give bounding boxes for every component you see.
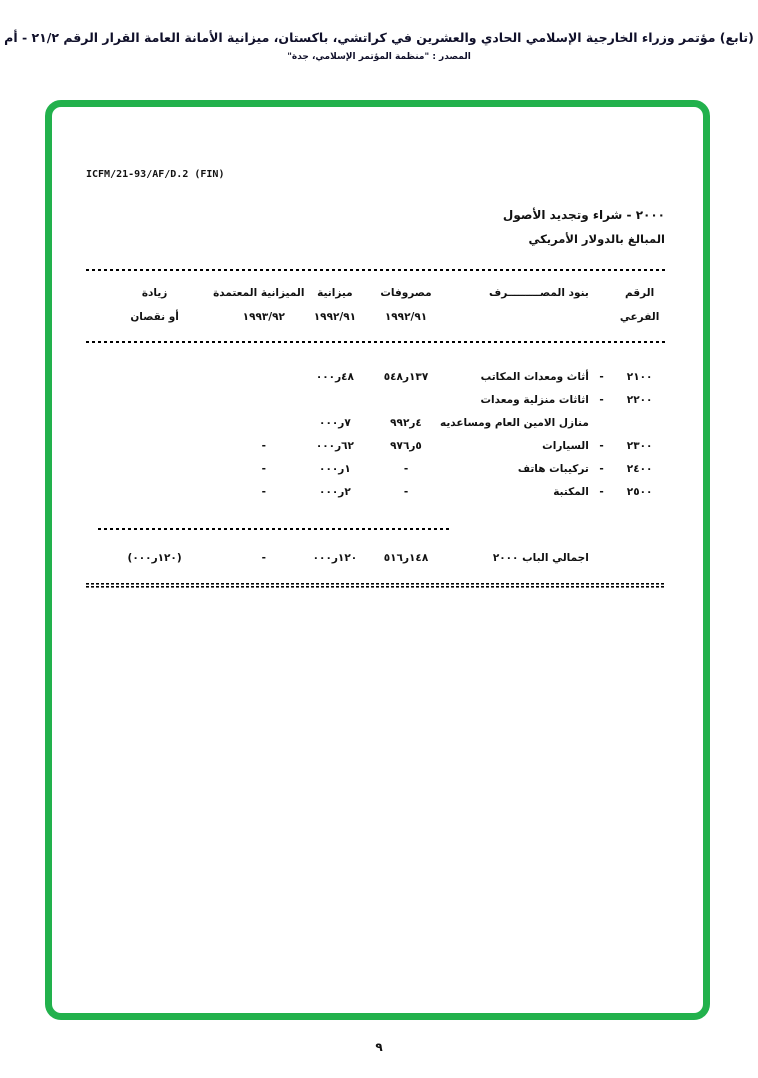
row-number: ٢٢٠٠ — [626, 393, 653, 406]
table-header-row-1 — [86, 281, 665, 305]
row-change — [86, 411, 223, 434]
row-budget: ١ر٠٠٠ — [319, 462, 351, 475]
row-change — [86, 434, 223, 457]
total-label: اجمالي الباب ٢٠٠٠ — [492, 552, 589, 564]
row-expenses: - — [403, 485, 409, 498]
col-header-approved: الميزانية المعتمدة — [213, 287, 305, 299]
row-approved — [223, 365, 304, 388]
row-budget: ٦٢ر٠٠٠ — [315, 439, 354, 452]
col-header-expenses: مصروفات — [380, 287, 432, 299]
row-dash: - — [599, 370, 604, 383]
total-change: (١٢٠ر٠٠٠) — [127, 552, 182, 564]
row-expenses: ١٣٧ر٥٤٨ — [383, 370, 429, 383]
table-total-row — [86, 546, 665, 570]
row-approved — [223, 411, 304, 434]
row-budget: ٤٨ر٠٠٠ — [315, 370, 354, 383]
row-item: تركيبات هاتف — [517, 462, 589, 475]
row-budget — [304, 388, 365, 411]
double-line-separator — [86, 583, 665, 588]
budget-table — [86, 258, 665, 597]
row-dash: - — [599, 439, 604, 452]
total-budget: ١٢٠ر٠٠٠ — [312, 552, 358, 564]
page-border-frame — [45, 100, 710, 1020]
row-change — [86, 388, 223, 411]
table-row — [86, 480, 665, 503]
col-header-change: زيادة — [141, 287, 168, 299]
row-expenses: ٥ر٩٧٦ — [390, 439, 422, 452]
separator-row — [86, 517, 665, 540]
table-header-row-2 — [86, 305, 665, 329]
currency-note: المبالغ بالدولار الأمريكي — [528, 232, 665, 246]
page-content — [86, 107, 665, 597]
row-change — [86, 480, 223, 503]
section-title: ٢٠٠٠ - شراء وتجديد الأصول — [502, 208, 665, 222]
col-header-number: الرقم — [625, 287, 655, 299]
table-row — [86, 388, 665, 411]
row-expenses — [365, 388, 446, 411]
col-header-items: بنود المصـــــــــرف — [489, 287, 589, 299]
row-item: المكتبة — [553, 485, 589, 498]
col-header-approved-year: ١٩٩٣/٩٢ — [242, 311, 285, 323]
row-dash — [589, 411, 614, 434]
row-expenses: ٤ر٩٩٢ — [390, 416, 422, 429]
dashed-separator — [86, 269, 665, 271]
row-approved: - — [261, 439, 266, 452]
reference-code: ICFM/21-93/AF/D.2 (FIN) — [86, 169, 225, 180]
row-item: أثاث ومعدات المكاتب — [480, 370, 589, 383]
row-dash: - — [599, 462, 604, 475]
table-row — [86, 457, 665, 480]
col-header-number-sub: الفرعي — [619, 311, 660, 323]
table-row — [86, 434, 665, 457]
row-item: اثاثات منزلية ومعدات — [480, 393, 589, 406]
row-number: ٢١٠٠ — [626, 370, 653, 383]
col-header-expenses-year: ١٩٩٢/٩١ — [384, 311, 428, 323]
separator-row — [86, 329, 665, 343]
col-header-budget: ميزانية — [317, 287, 353, 299]
total-expenses: ١٤٨ر٥١٦ — [383, 552, 429, 564]
col-header-change-sub: أو نقصان — [130, 311, 179, 323]
page-number: ٩ — [375, 1040, 383, 1054]
row-dash: - — [599, 393, 604, 406]
separator-row — [86, 258, 665, 281]
row-number: ٢٥٠٠ — [626, 485, 653, 498]
row-budget: ٧ر٠٠٠ — [319, 416, 351, 429]
row-approved: - — [261, 462, 266, 475]
document-source: المصدر : "منظمة المؤتمر الإسلامي، جدة" — [287, 52, 471, 62]
row-expenses: - — [403, 462, 409, 475]
row-approved — [223, 388, 304, 411]
col-header-budget-year: ١٩٩٢/٩١ — [313, 311, 357, 323]
row-number — [614, 411, 665, 434]
dashed-separator-short — [98, 528, 450, 530]
table-row — [86, 365, 665, 388]
row-item: منازل الامين العام ومساعديه — [440, 416, 589, 429]
row-approved: - — [261, 485, 266, 498]
table-row — [86, 411, 665, 434]
row-number: ٢٤٠٠ — [626, 462, 653, 475]
row-dash: - — [599, 485, 604, 498]
col-header-spacer — [589, 281, 614, 305]
document-title: (تابع) مؤتمر وزراء الخارجية الإسلامي الحادي والعشرين في كراتشي، باكستان، ميزانية الأمانة العامة القرار الرقم ٢١/٢ - أم — [4, 30, 754, 45]
separator-row — [86, 574, 665, 597]
row-change — [86, 457, 223, 480]
row-item: السيارات — [542, 439, 589, 452]
total-approved: - — [261, 552, 266, 564]
row-budget: ٢ر٠٠٠ — [319, 485, 351, 498]
row-number: ٢٣٠٠ — [626, 439, 653, 452]
row-change — [86, 365, 223, 388]
